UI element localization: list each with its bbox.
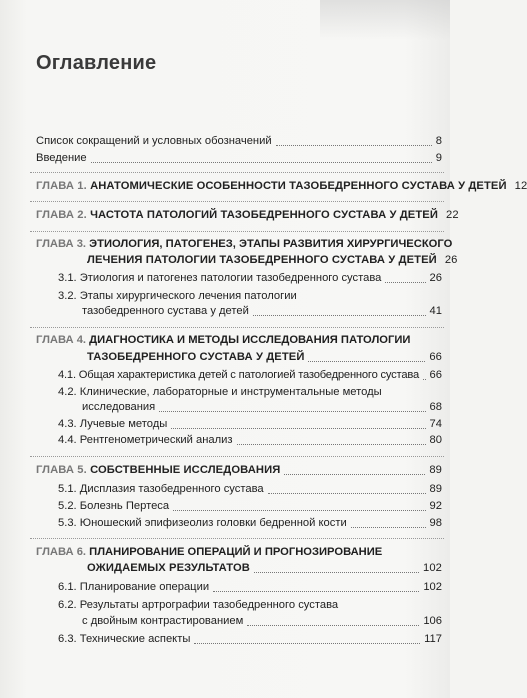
toc-entry-text: исследования [82, 401, 156, 413]
leader-dots [385, 282, 425, 283]
toc-chapter-4-line1[interactable] [36, 334, 410, 347]
leader-dots [268, 493, 426, 494]
toc-section-5-3[interactable] [58, 517, 442, 530]
toc-chapter-3-line1[interactable] [36, 238, 452, 251]
toc-section-4-2[interactable] [82, 401, 442, 414]
page-number: 102 [423, 562, 442, 574]
chapter-label: ГЛАВА 2. [36, 209, 87, 221]
toc-chapter-2[interactable] [36, 209, 459, 222]
page-number: 98 [429, 517, 442, 529]
leader-dots [253, 315, 426, 316]
toc-entry-text: 6.1. Планирование операции [58, 581, 210, 593]
leader-dots [247, 625, 419, 626]
toc-section-6-2-line1[interactable]: 6.2. Результаты артрографии тазобедренного сустава [58, 599, 339, 611]
page-shadow [320, 0, 450, 40]
chapter-title: ЧАСТОТА ПАТОЛОГИЙ ТАЗОБЕДРЕННОГО СУСТАВА У ДЕТЕЙ [90, 209, 438, 221]
leader-dots [213, 591, 419, 592]
toc-section-5-2[interactable] [58, 500, 442, 513]
section-divider [30, 327, 444, 328]
toc-chapter-5[interactable] [36, 464, 442, 477]
section-divider [30, 538, 444, 539]
section-divider [30, 172, 444, 173]
page-title: Оглавление [36, 52, 157, 74]
page-number: 12 [514, 180, 527, 192]
chapter-title: АНАТОМИЧЕСКИЕ ОСОБЕННОСТИ ТАЗОБЕДРЕННОГО СУСТАВА У ДЕТЕЙ [90, 180, 507, 192]
toc-entry-text: 4.3. Лучевые методы [58, 418, 168, 430]
chapter-label: ГЛАВА 1. [36, 180, 87, 192]
toc-section-4-2-line1[interactable]: 4.2. Клинические, лабораторные и инструментальные методы [58, 386, 382, 398]
leader-dots [351, 527, 426, 528]
page-number: 92 [429, 500, 442, 512]
toc-entry-text: 3.1. Этиология и патогенез патологии тазобедренного сустава [58, 272, 382, 284]
toc-chapter-6-line1[interactable] [36, 546, 382, 559]
chapter-title-line2: ОЖИДАЕМЫХ РЕЗУЛЬТАТОВ [87, 562, 250, 574]
leader-dots [237, 444, 426, 445]
page-number: 117 [424, 633, 442, 645]
page-number: 66 [429, 351, 442, 363]
chapter-title-line1: ЭТИОЛОГИЯ, ПАТОГЕНЕЗ, ЭТАПЫ РАЗВИТИЯ ХИРУРГИЧЕСКОГО [89, 238, 453, 250]
leader-dots [308, 361, 425, 362]
chapter-title-line1: ДИАГНОСТИКА И МЕТОДЫ ИССЛЕДОВАНИЯ ПАТОЛОГИИ [89, 334, 411, 346]
page-number: 66 [429, 369, 442, 381]
leader-dots [159, 411, 425, 412]
toc-section-6-3[interactable] [58, 633, 442, 646]
chapter-title-line1: ПЛАНИРОВАНИЕ ОПЕРАЦИЙ И ПРОГНОЗИРОВАНИЕ [89, 546, 383, 558]
toc-entry-text: 5.2. Болезнь Пертеса [58, 500, 170, 512]
page-number: 102 [423, 581, 442, 593]
page-number: 41 [429, 305, 442, 317]
toc-entry-text: Введение [36, 152, 87, 164]
toc-section-5-1[interactable] [58, 483, 442, 496]
chapter-label: ГЛАВА 6. [36, 546, 87, 558]
toc-entry-text: тазобедренного сустава у детей [82, 305, 249, 317]
chapter-label: ГЛАВА 5. [36, 464, 87, 476]
page-number: 106 [423, 615, 442, 627]
page-number: 26 [429, 272, 442, 284]
toc-entry-text: 5.1. Дисплазия тазобедренного сустава [58, 483, 264, 495]
page-number: 68 [429, 401, 442, 413]
toc-entry-abbreviations[interactable] [36, 135, 442, 148]
leader-dots [173, 510, 425, 511]
chapter-title-line2: ТАЗОБЕДРЕННОГО СУСТАВА У ДЕТЕЙ [87, 351, 305, 363]
page-number: 89 [429, 464, 442, 476]
toc-chapter-4[interactable] [87, 351, 442, 364]
toc-section-6-1[interactable] [58, 581, 442, 594]
toc-entry-text: 4.4. Рентгенометрический анализ [58, 434, 233, 446]
leader-dots [91, 162, 432, 163]
page-number: 80 [429, 434, 442, 446]
toc-section-4-3[interactable] [58, 418, 442, 431]
toc-section-6-2[interactable] [82, 615, 442, 628]
toc-section-3-1[interactable] [58, 272, 442, 285]
toc-entry-introduction[interactable] [36, 152, 442, 165]
toc-entry-text: 5.3. Юношеский эпифизеолиз головки бедренной кости [58, 517, 347, 529]
toc-chapter-3[interactable] [87, 254, 458, 267]
toc-chapter-6[interactable] [87, 562, 442, 575]
toc-entry-text: Список сокращений и условных обозначений [36, 135, 272, 147]
leader-dots [254, 572, 419, 573]
chapter-title: СОБСТВЕННЫЕ ИССЛЕДОВАНИЯ [90, 464, 281, 476]
page-number: 26 [444, 254, 458, 266]
section-divider [30, 201, 444, 202]
toc-section-3-2-line1[interactable]: 3.2. Этапы хирургического лечения патологии [58, 290, 297, 302]
page-number: 9 [435, 152, 442, 164]
section-divider [30, 456, 444, 457]
section-divider [30, 231, 444, 232]
page-number: 74 [429, 418, 442, 430]
leader-dots [284, 474, 425, 475]
page-number: 8 [435, 135, 442, 147]
page-number: 22 [446, 209, 459, 221]
toc-entry-text: 4.1. Общая характеристика детей с патологией тазобедренного сустава [58, 369, 420, 381]
leader-dots [171, 428, 425, 429]
chapter-label: ГЛАВА 4. [36, 334, 87, 346]
toc-entry-text: 6.3. Технические аспекты [58, 633, 191, 645]
toc-section-4-4[interactable] [58, 434, 442, 447]
leader-dots [276, 145, 432, 146]
leader-dots [423, 379, 426, 380]
toc-entry-text: с двойным контрастированием [82, 615, 244, 627]
toc-section-3-2[interactable] [82, 305, 442, 318]
toc-section-4-1[interactable] [58, 369, 442, 382]
toc-chapter-1[interactable] [36, 180, 527, 193]
chapter-title-line2: ЛЕЧЕНИЯ ПАТОЛОГИИ ТАЗОБЕДРЕННОГО СУСТАВА У ДЕТЕЙ [87, 254, 437, 266]
leader-dots [194, 643, 420, 644]
page-number: 89 [429, 483, 442, 495]
chapter-label: ГЛАВА 3. [36, 238, 87, 250]
